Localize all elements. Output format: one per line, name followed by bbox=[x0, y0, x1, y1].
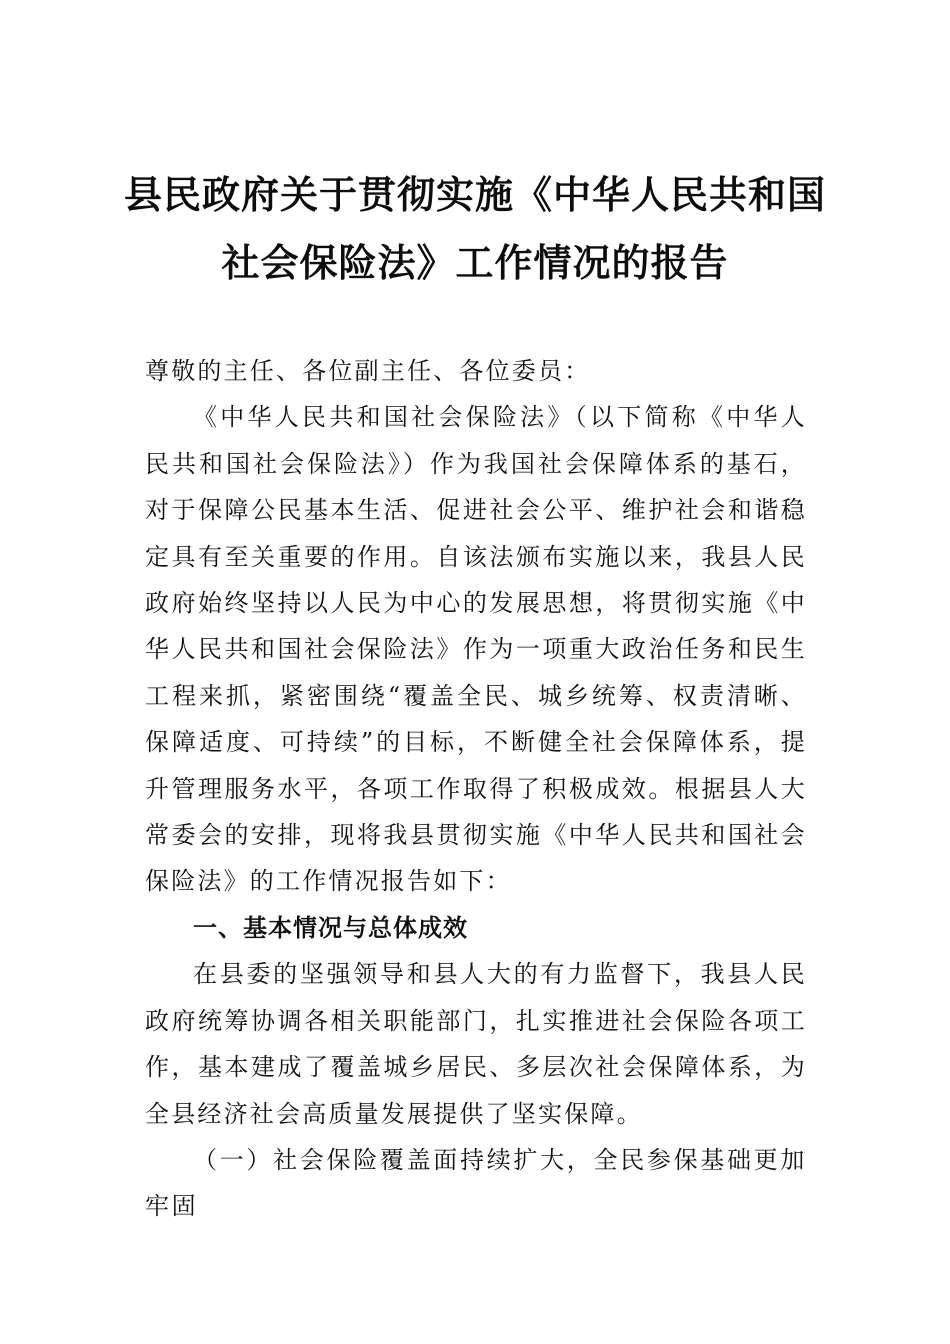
body-paragraph: 在县委的坚强领导和县人大的有力监督下，我县人民政府统筹协调各相关职能部门，扎实推进社会保险各项工作，基本建成了覆盖城乡居民、多层次社会保障体系，为全县经济社会高质量发展提供了坚实保障。 bbox=[145, 960, 807, 1128]
subsection-heading: （一）社会保险覆盖面持续扩大，全民参保基础更加牢固 bbox=[145, 1145, 807, 1221]
document-title-line-2: 社会保险法》工作情况的报告 bbox=[221, 241, 729, 285]
salutation: 尊敬的主任、各位副主任、各位委员： bbox=[145, 357, 591, 385]
intro-paragraph: 《中华人民共和国社会保险法》（以下简称《中华人民共和国社会保险法》）作为我国社会保障体系的基石，对于保障公民基本生活、促进社会公平、维护社会和谐稳定具有至关重要的作用。自该法颁布实施以来，我县人民政府始终坚持以人民为中心的发展思想，将贯彻实施《中华人民共和国社会保险法》作为一项重大政治任务和民生工程来抓，紧密围绕“覆盖全民、城乡统筹、权责清晰、保障适度、可持续”的目标，不断健全社会保障体系，提升管理服务水平，各项工作取得了积极成效。根据县人大常委会的安排，现将我县贯彻实施《中华人民共和国社会保险法》的工作情况报告如下： bbox=[145, 403, 807, 896]
document-title-line-1: 县民政府关于贯彻实施《中华人民共和国 bbox=[123, 173, 826, 217]
section-heading: 一、基本情况与总体成效 bbox=[193, 913, 468, 942]
document-body bbox=[145, 348, 807, 1230]
